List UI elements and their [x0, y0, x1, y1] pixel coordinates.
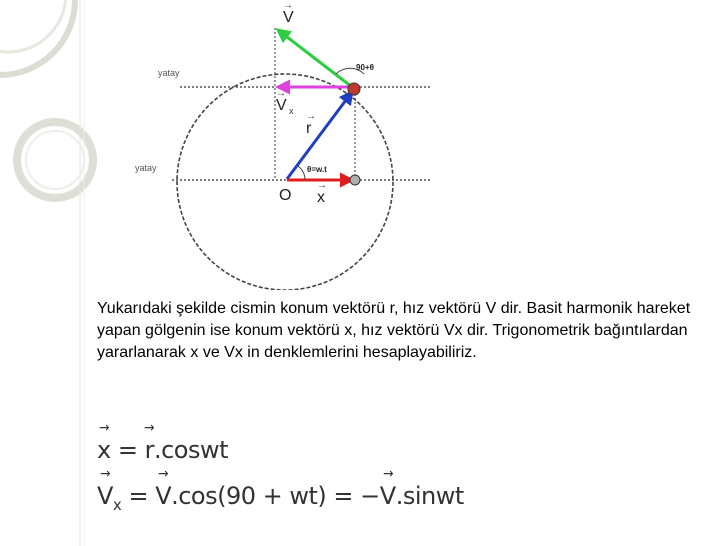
label-r: r	[306, 120, 312, 137]
formula-v2: → V	[380, 482, 396, 510]
label-angle-top: 90+θ	[356, 63, 374, 72]
formula-cos-term: .cos(90 + wt) = −	[171, 482, 380, 510]
moving-body	[348, 83, 360, 95]
formula-cos: .coswt	[153, 436, 229, 464]
label-o: O	[279, 187, 292, 204]
label-yatay-top: yatay	[158, 68, 180, 78]
label-vx: V	[276, 97, 287, 114]
formula-equals: =	[110, 436, 145, 464]
formula-equals-2: =	[121, 482, 156, 510]
shadow-point	[350, 175, 360, 185]
velocity-vector	[278, 30, 352, 87]
formula-velocity	[97, 482, 464, 514]
label-r-arrow: →	[306, 111, 316, 122]
label-vx-arrow: →	[276, 88, 286, 99]
formula-vx-sub: x	[112, 496, 122, 514]
formula-sin: .sinwt	[395, 482, 464, 510]
formula-v: → V	[155, 482, 171, 510]
label-angle-bottom: θ=w.t	[307, 165, 327, 174]
formula-vx: → V	[97, 482, 113, 510]
explanation-paragraph: Yukarıdaki şekilde cismin konum vektörü r, hız vektörü V dir. Basit harmonik hareket yapan gölgenin ise konum vektörü x, hız vektörü Vx dir. Trigonometrik bağıntılardan yararlanarak x ve Vx in denklemlerini hesaplayabiliriz.	[97, 300, 691, 361]
angle-arc-bottom	[298, 166, 305, 180]
label-v-arrow: →	[283, 0, 293, 11]
formula-x: → x	[97, 436, 111, 464]
label-yatay-bottom: yatay	[135, 163, 157, 173]
label-v: V	[283, 9, 294, 26]
formula-position	[97, 436, 228, 464]
label-x-arrow: →	[317, 180, 327, 191]
formula-r: → r	[145, 436, 154, 464]
label-x: x	[317, 189, 325, 206]
label-vx-sub: x	[289, 106, 294, 116]
